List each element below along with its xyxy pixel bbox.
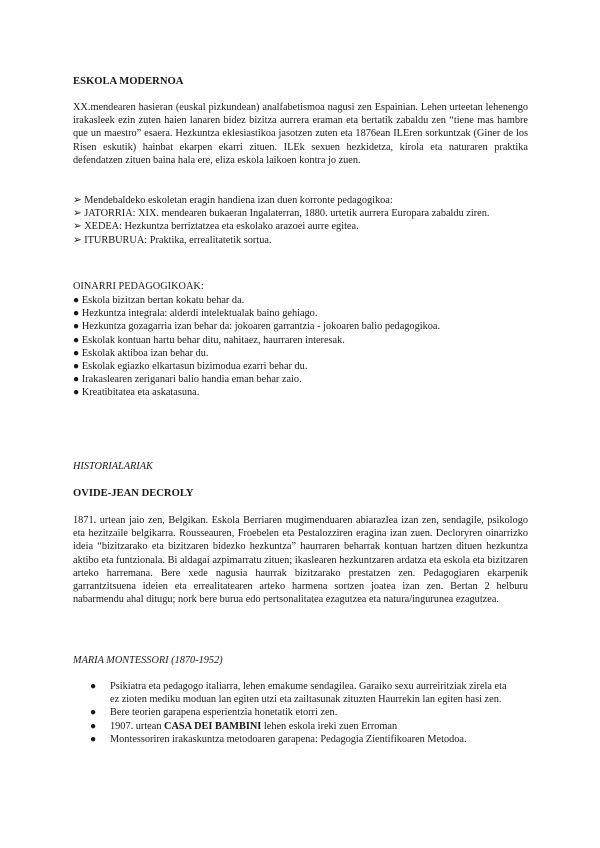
bullet-icon: ● <box>90 720 97 732</box>
bullet-icon: ● <box>90 733 97 745</box>
principles-list <box>73 294 528 400</box>
casa-dei-bambini: CASA DEI BAMBINI <box>164 720 262 732</box>
list-item: ● 1907. urtean CASA DEI BAMBINI lehen eskola ireki zuen Erroman <box>90 720 398 732</box>
arrow-item: ➢ XEDEA: Hezkuntza berriztatzea eta eskolako arazoei aurre egitea. <box>73 221 359 233</box>
list-item: ● Irakaslearen zeriganari balio handia eman behar zaio. <box>73 374 302 386</box>
arrow-item: ➢ JATORRIA: XIX. mendearen bukaeran Ingalaterran, 1880. urtetik aurrera Europara zabaldu ziren. <box>73 208 490 220</box>
list-item: ● Montessoriren irakaskuntza metodoaren garapena: Pedagogia Zientifikoaren Metodoa. <box>90 733 467 745</box>
section-title: ESKOLA MODERNOA <box>73 76 184 87</box>
list-item: ● Bere teorien garapena esperientzia honetatik etorri zen. <box>90 707 338 719</box>
decroly-name: OVIDE-JEAN DECROLY <box>73 488 194 499</box>
list-item: ● Eskolak kontuan hartu behar ditu, nahitaez, haurraren interesak. <box>73 334 345 346</box>
list-item: ● Eskolak egiazko elkartasun bizimodua ezarri behar du. <box>73 361 308 373</box>
list-item: ● Psikiatra eta pedagogo italiarra, lehen emakume sendagilea. Garaiko sexu aurreiritziak zirela eta ez zioten mediku moduan lan egiten utzi eta zailtasunak zituzten Haurrekin lan egiten hasi zen. <box>90 681 507 706</box>
arrow-bullet-icon: ➢ <box>73 221 82 233</box>
bullet-icon: ● <box>73 361 80 373</box>
arrow-bullet-icon: ➢ <box>73 208 82 220</box>
bullet-icon: ● <box>73 308 80 320</box>
arrow-item: ➢ Mendebaldeko eskoletan eragin handiena izan duen korronte pedagogikoa: <box>73 195 393 206</box>
arrow-list <box>73 194 528 247</box>
montessori-list <box>90 680 510 746</box>
arrow-bullet-icon: ➢ <box>73 195 82 206</box>
bullet-icon: ● <box>73 347 80 359</box>
bullet-icon: ● <box>73 295 80 306</box>
montessori-name: MARIA MONTESSORI (1870-1952) <box>73 655 223 666</box>
list-item: ● Eskola bizitzan bertan kokatu behar da. <box>73 295 245 306</box>
list-item: ● Kreatibitatea eta askatasuna. <box>73 387 200 399</box>
list-item: ● Eskolak aktiboa izan behar du. <box>73 347 209 359</box>
bullet-icon: ● <box>73 387 80 399</box>
bullet-icon: ● <box>73 374 80 386</box>
bullet-icon: ● <box>73 321 80 333</box>
list-item: ● Hezkuntza integrala: alderdi intelektualak baino gehiago. <box>73 308 318 320</box>
intro-paragraph: XX.mendearen hasieran (euskal pizkundean) analfabetismoa nagusi zen Espainian. Lehen urteetan lehenengo irakasleek ezin zuten haien lanaren bidez bizitza aurrera eraman eta bertatik zabaldu zen “tiene mas hambre que un maestro” esaera. Hezkuntza eklesiastikoa jasotzen zuten eta 1876ean ILEren sorkuntzak (Giner de los Risen eskutik) hainbat ekarpen ekarri zituen. ILEk sexuen hezkidetza, kirola eta naturaren praktika defendatzen zituen baina hala ere, eliza eskola laikoen kontra jo zuen. <box>73 102 528 166</box>
list-item: ● Hezkuntza gozagarria izan behar da: jokoaren garrantzia - jokoaren balio pedagogikoa. <box>73 321 441 333</box>
bullet-icon: ● <box>90 681 97 692</box>
arrow-item: ➢ ITURBURUA: Praktika, errealitatetik sortua. <box>73 234 272 246</box>
historians-heading: HISTORIALARIAK <box>73 461 153 472</box>
bullet-icon: ● <box>90 707 97 719</box>
bullet-icon: ● <box>73 334 80 346</box>
arrow-bullet-icon: ➢ <box>73 234 82 246</box>
principles-heading: OINARRI PEDAGOGIKOAK: <box>73 281 204 292</box>
decroly-paragraph: 1871. urtean jaio zen, Belgikan. Eskola Berriaren mugimenduaren abiarazlea izan zen, sendagile, psikologo eta hezitzaile belgikarra. Rousseauren, Froebelen eta Pestalozziren eragina izan zuen. Decloryren oinarrizko ideia “bizitzarako eta bizitzaren bidezko hezkuntza” haurraren beharrak kontuan hartzen dituen hezkuntza aktibo eta funtzionala. Bi aldagai azpimarratu zituen; ikaslearen hezkuntzaren ardatza eta eskola eta bizitzaren arteko harremana. Bere xede nagusia haurrak bizitzarako prestatzen zen. Pedagogiaren ekarpenik garrantzitsuena ideien eta errealitatearen arteko harmena sortzen joatea izan zen. Bertan 2 helburu nabarmendu ahal ditugu; nork bere burua edo pertsonalitatea ezagutzea eta natura/ingurunea ezagutzea. <box>73 515 528 606</box>
